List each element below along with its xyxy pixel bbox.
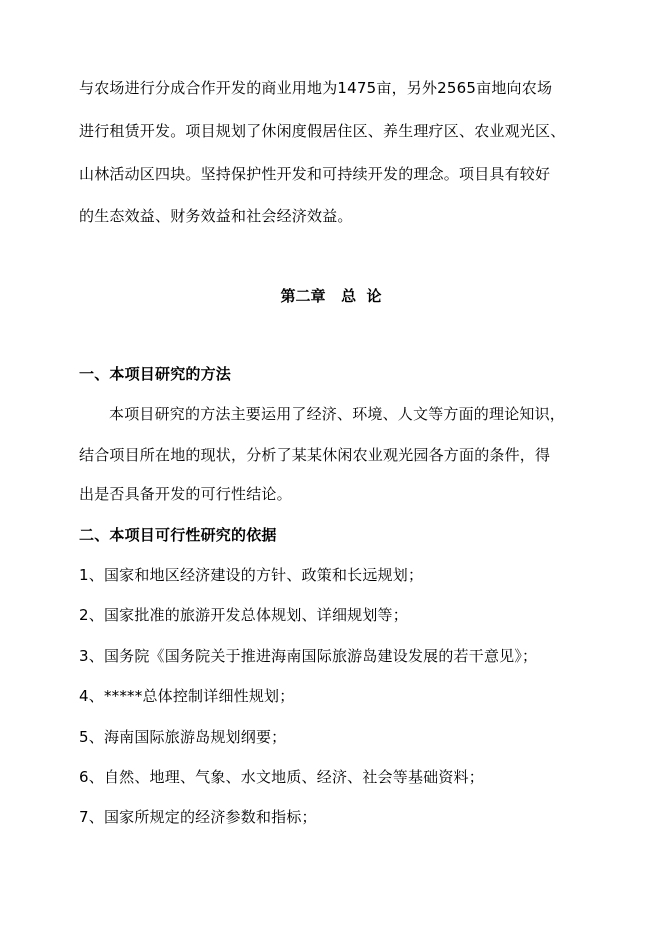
intro-line-1: 与农场进行分成合作开发的商业用地为1475亩，另外2565亩地向农场 [79, 79, 553, 97]
intro-line-2: 进行租赁开发。项目规划了休闲度假居住区、养生理疗区、农业观光区、 [79, 122, 566, 140]
list-item: 5、海南国际旅游岛规划纲要； [79, 728, 287, 746]
intro-line-3: 山林活动区四块。坚持保护性开发和可持续开发的理念。项目具有较好 [79, 165, 551, 183]
list-item: 7、国家所规定的经济参数和指标； [79, 808, 317, 826]
intro-line-4: 的生态效益、财务效益和社会经济效益。 [79, 207, 353, 225]
section1-line-1: 本项目研究的方法主要运用了经济、环境、人文等方面的理论知识， [109, 405, 566, 423]
list-item: 1、国家和地区经济建设的方针、政策和长远规划； [79, 566, 424, 584]
chapter-title: 第二章 总 论 [280, 287, 382, 305]
section1-line-3: 出是否具备开发的可行性结论。 [79, 485, 292, 503]
list-item: 2、国家批准的旅游开发总体规划、详细规划等； [79, 606, 408, 624]
section2-heading: 二、本项目可行性研究的依据 [79, 526, 277, 544]
list-item: 3、国务院《国务院关于推进海南国际旅游岛建设发展的若干意见》； [79, 647, 538, 665]
list-item: 4、*****总体控制详细性规划； [79, 687, 295, 705]
section1-line-2: 结合项目所在地的现状，分析了某某休闲农业观光园各方面的条件，得 [79, 446, 551, 464]
section1-heading: 一、本项目研究的方法 [79, 365, 232, 383]
list-item: 6、自然、地理、气象、水文地质、经济、社会等基础资料； [79, 768, 484, 786]
